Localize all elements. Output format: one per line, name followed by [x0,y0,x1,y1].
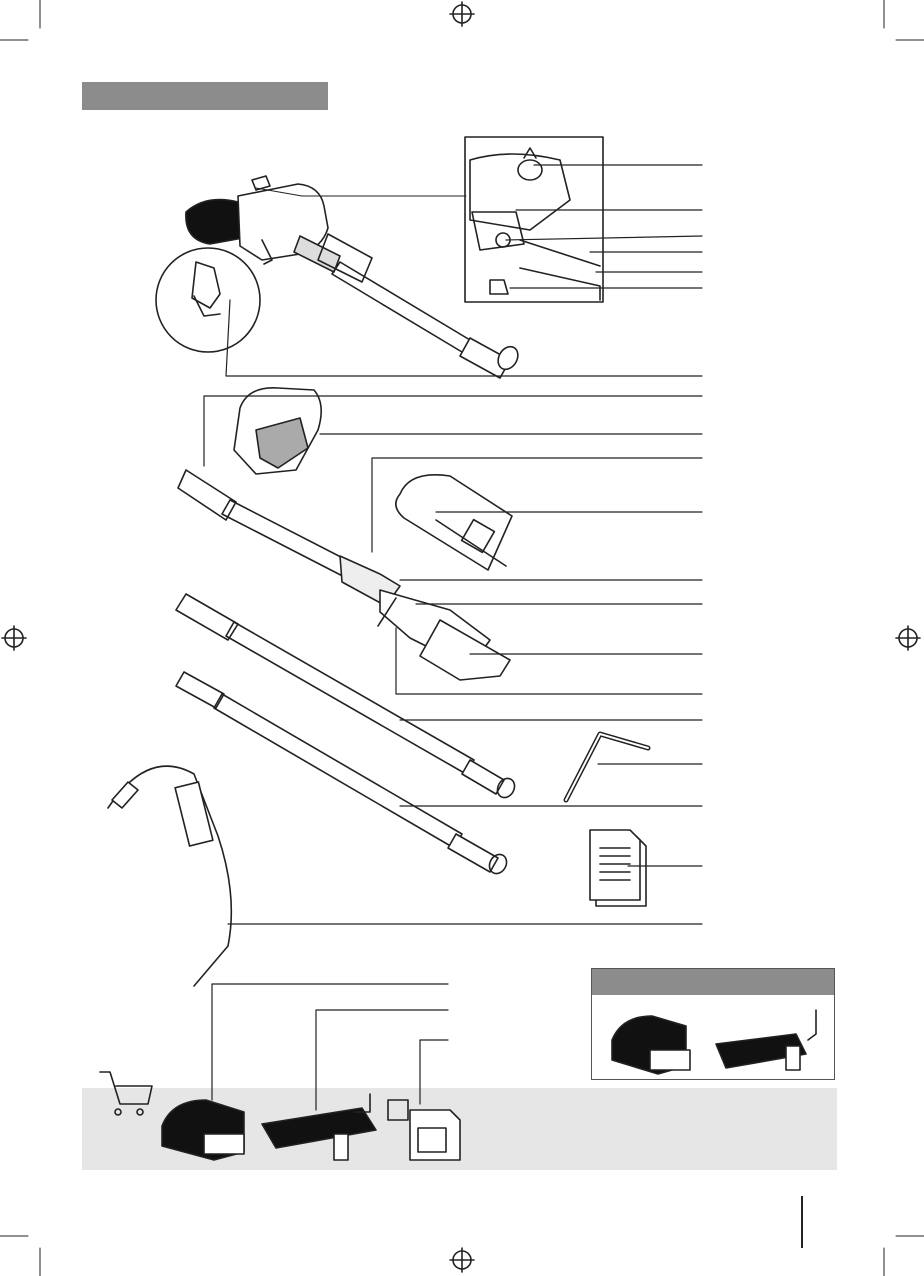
battery-icon [612,1016,690,1074]
registration-mark-icon [450,1248,474,1272]
registration-mark-icon [896,626,920,650]
charger-icon [262,1094,376,1160]
manual-document-icon [590,830,702,906]
hex-key-icon [566,734,702,800]
shopping-cart-icon [100,1072,152,1115]
accessory-callout-lines [212,984,448,1110]
detail-inset [465,137,603,302]
pole-saw-head [156,176,522,378]
registration-mark-icon [450,2,474,26]
chain-guard-cover [396,475,512,570]
charger-icon [716,1010,816,1070]
registration-mark-icon [2,626,26,650]
oil-bottle-icon [388,1100,460,1160]
battery-icon [162,1100,244,1160]
